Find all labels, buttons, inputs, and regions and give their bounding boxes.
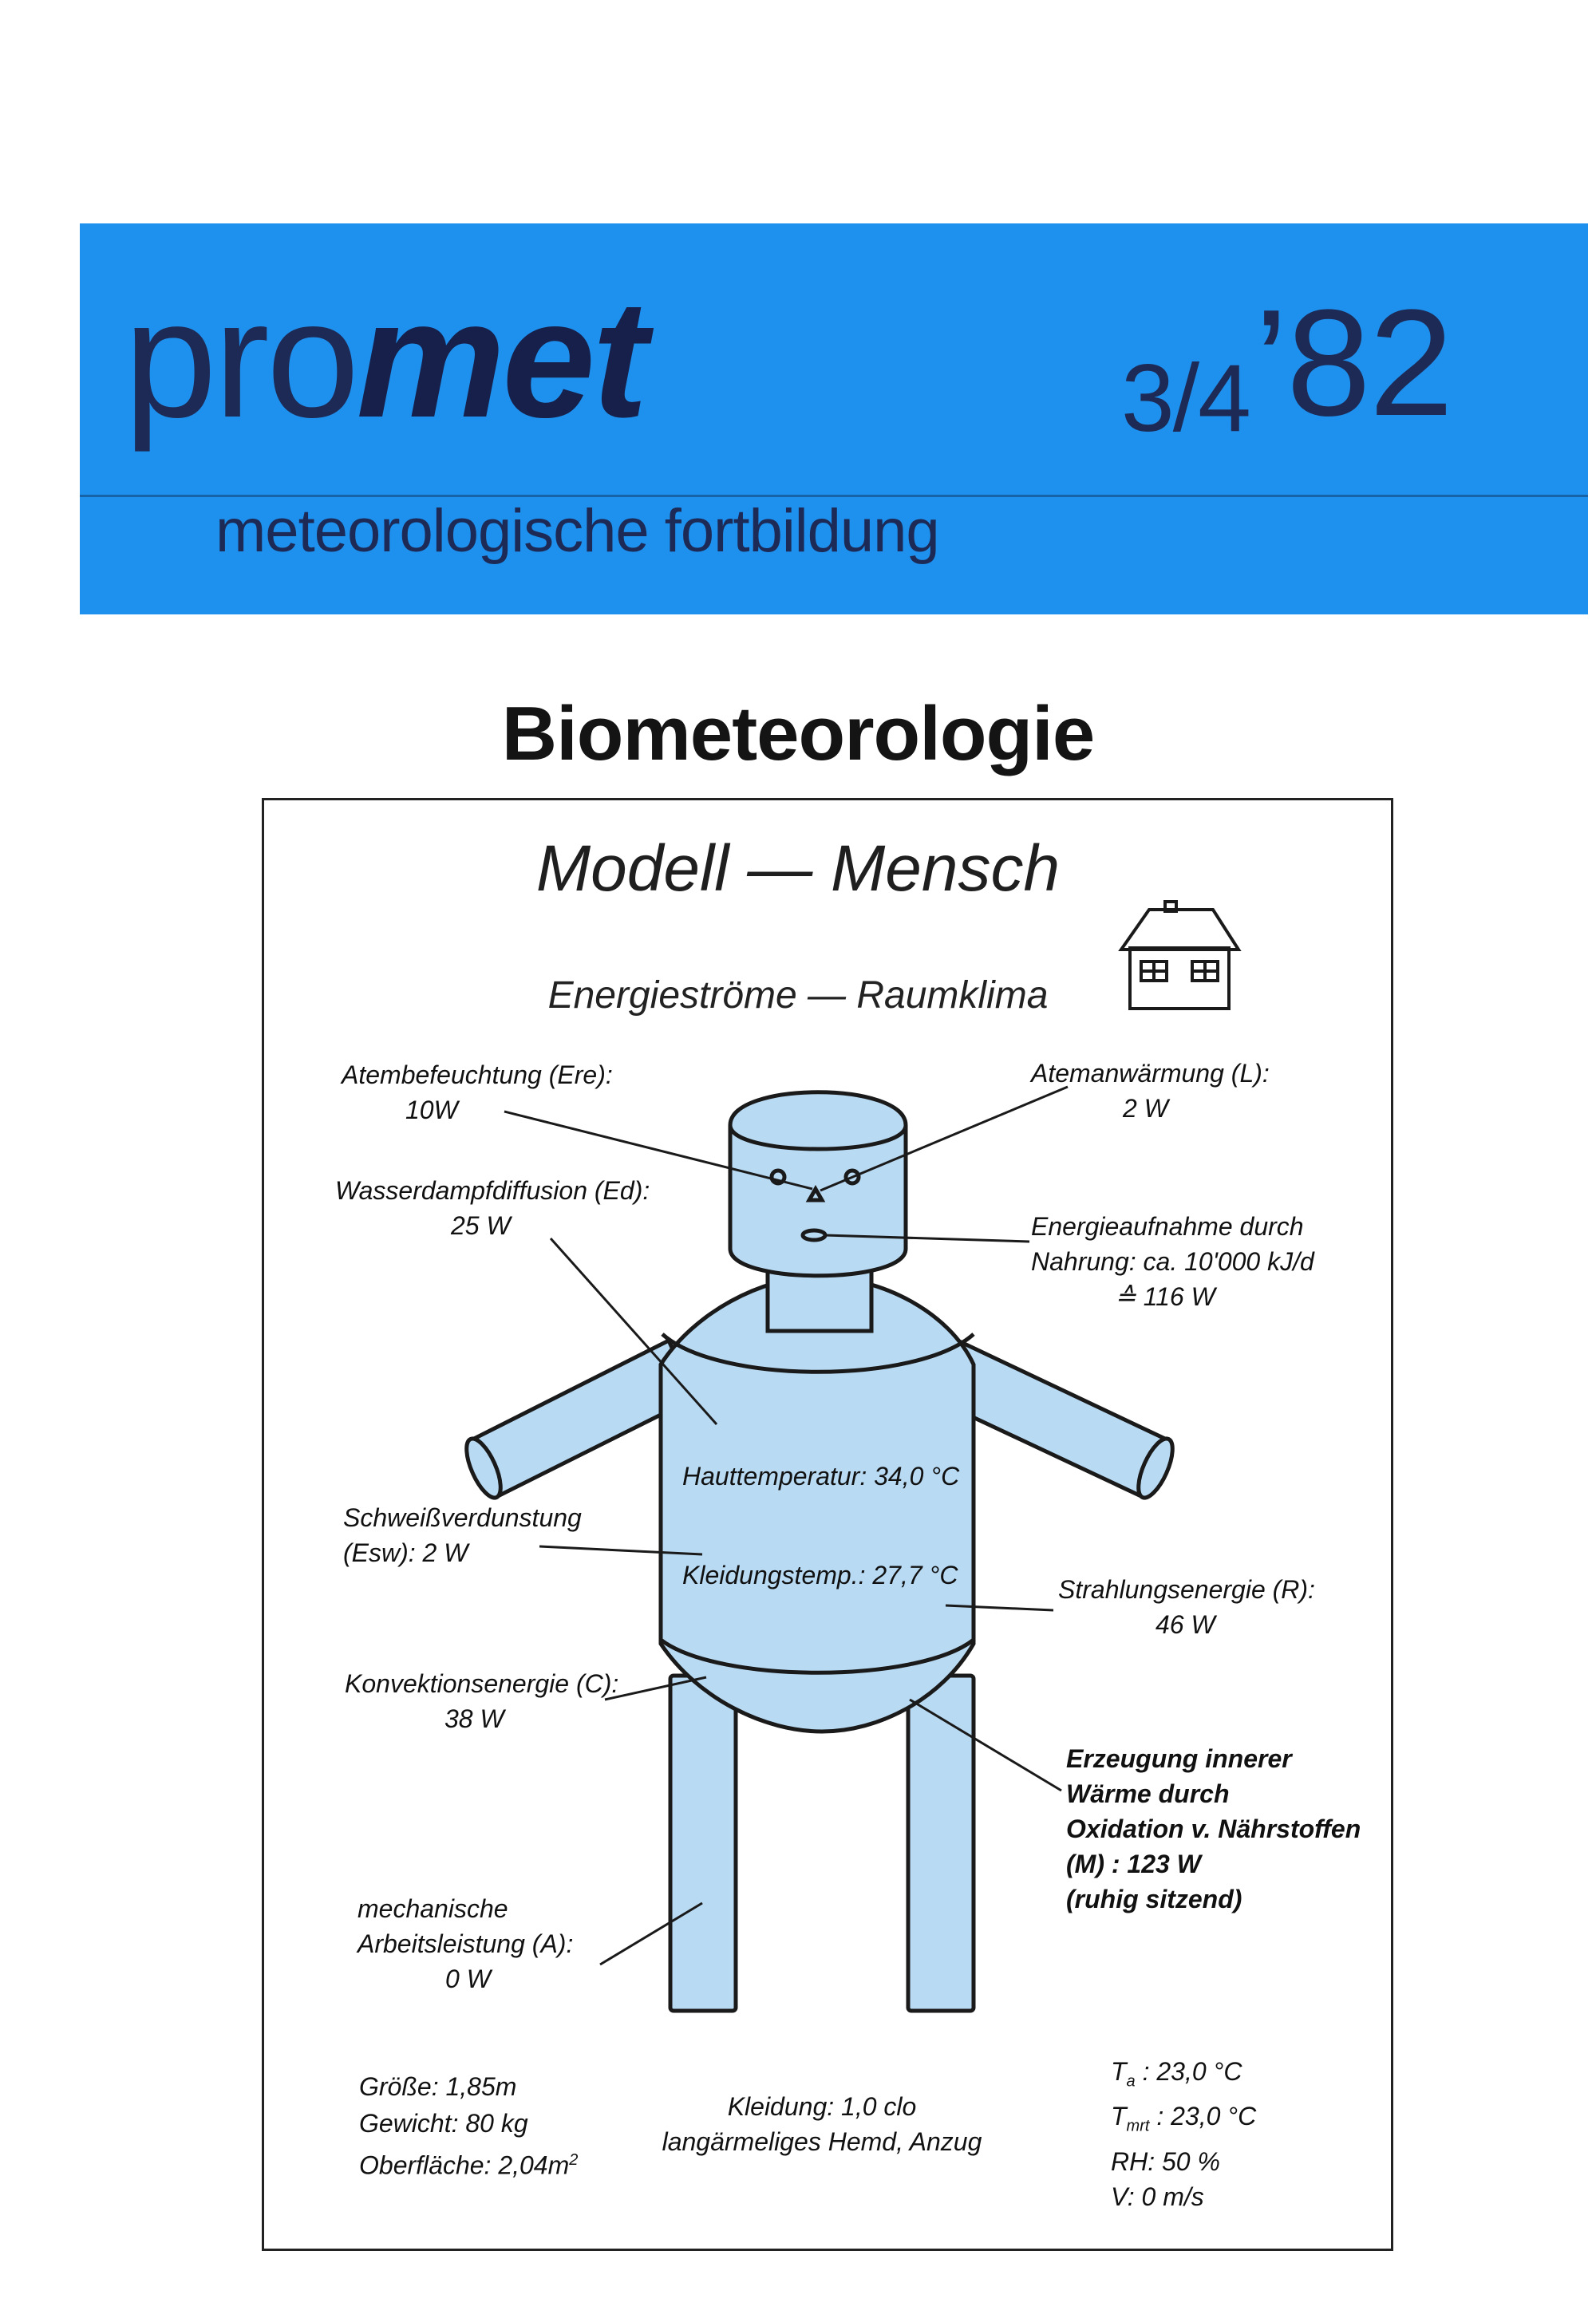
label-l — [1031, 1056, 1270, 1126]
label-esw — [343, 1500, 582, 1570]
ta-subscript: a — [1126, 2072, 1136, 2091]
clothing-desc: langärmeliges Hemd, Anzug — [662, 2127, 982, 2156]
food-line3: ≙ 116 W — [1115, 1282, 1215, 1311]
label-c — [345, 1666, 618, 1736]
tmrt-symbol: T — [1111, 2102, 1127, 2131]
issue-fraction: 3/4 — [1121, 345, 1250, 452]
mouth — [803, 1230, 825, 1240]
left-leg — [670, 1676, 736, 2011]
c-name: Konvektionsenergie (C): — [345, 1669, 619, 1698]
brand-bold: met — [356, 265, 645, 452]
label-skin-temp: Hauttemperatur: 34,0 °C — [682, 1462, 960, 1491]
person-surface — [359, 2142, 578, 2184]
person-height: Größe: 1,85m — [359, 2072, 517, 2101]
issue-year: ’82 — [1254, 278, 1452, 448]
label-ed — [335, 1173, 650, 1243]
r-name: Strahlungsenergie (R): — [1058, 1575, 1315, 1604]
person-weight: Gewicht: 80 kg — [359, 2109, 528, 2138]
climate-tmrt — [1111, 2099, 1256, 2143]
tmrt-subscript: mrt — [1126, 2117, 1150, 2135]
person-surface-exp: 2 — [569, 2151, 579, 2169]
a-line2: Arbeitsleistung (A): — [358, 1929, 574, 1958]
figure-title: Modell — Mensch — [535, 832, 1061, 905]
person-surface-text: Oberfläche: 2,04m — [359, 2150, 570, 2180]
ed-value: 25 W — [451, 1211, 511, 1240]
figure-subtitle: Energieströme — Raumklima — [547, 974, 1049, 1017]
l-value: 2 W — [1123, 1094, 1168, 1123]
brand-light: pro — [124, 265, 357, 452]
l-name: Atemanwärmung (L): — [1031, 1059, 1270, 1088]
food-line1: Energieaufnahme durch — [1031, 1212, 1304, 1241]
m-line3: Oxidation v. Nährstoffen — [1066, 1815, 1361, 1843]
head — [730, 1092, 906, 1276]
house-icon — [1121, 902, 1238, 1009]
a-value: 0 W — [445, 1965, 491, 1993]
climate-ta — [1111, 2054, 1256, 2099]
m-line1: Erzeugung innerer — [1066, 1744, 1292, 1773]
m-line2: Wärme durch — [1066, 1779, 1230, 1808]
page-title: Biometeorologie — [501, 691, 1095, 776]
label-r — [1058, 1572, 1315, 1642]
food-line2: Nahrung: ca. 10'000 kJ/d — [1031, 1247, 1314, 1276]
climate-info — [1111, 2054, 1256, 2214]
clothing-info — [654, 2089, 990, 2159]
label-m — [1066, 1741, 1361, 1917]
a-line1: mechanische — [358, 1894, 508, 1923]
esw-value: (Esw): 2 W — [343, 1538, 468, 1567]
m-line5: (ruhig sitzend) — [1066, 1885, 1242, 1913]
label-a — [358, 1891, 573, 1996]
right-leg — [908, 1676, 974, 2011]
ta-symbol: T — [1111, 2057, 1127, 2086]
label-food — [1031, 1209, 1314, 1314]
ta-value: : 23,0 °C — [1135, 2057, 1242, 2086]
person-info — [359, 2068, 578, 2184]
ere-value: 10W — [405, 1096, 458, 1124]
c-value: 38 W — [444, 1704, 504, 1733]
torso — [661, 1277, 974, 1732]
clothing-clo: Kleidung: 1,0 clo — [727, 2092, 917, 2121]
label-cloth-temp: Kleidungstemp.: 27,7 °C — [682, 1561, 958, 1589]
masthead-subtitle: meteorologische fortbildung — [215, 497, 939, 565]
climate-rh: RH: 50 % — [1111, 2146, 1220, 2176]
ed-name: Wasserdampfdiffusion (Ed): — [335, 1176, 650, 1205]
m-line4: (M) : 123 W — [1066, 1850, 1201, 1878]
tmrt-value: : 23,0 °C — [1149, 2102, 1257, 2131]
ere-name: Atembefeuchtung (Ere): — [342, 1060, 613, 1089]
esw-name: Schweißverdunstung — [343, 1503, 582, 1532]
climate-v: V: 0 m/s — [1111, 2182, 1204, 2211]
r-value: 46 W — [1156, 1610, 1215, 1639]
label-ere — [342, 1057, 613, 1127]
